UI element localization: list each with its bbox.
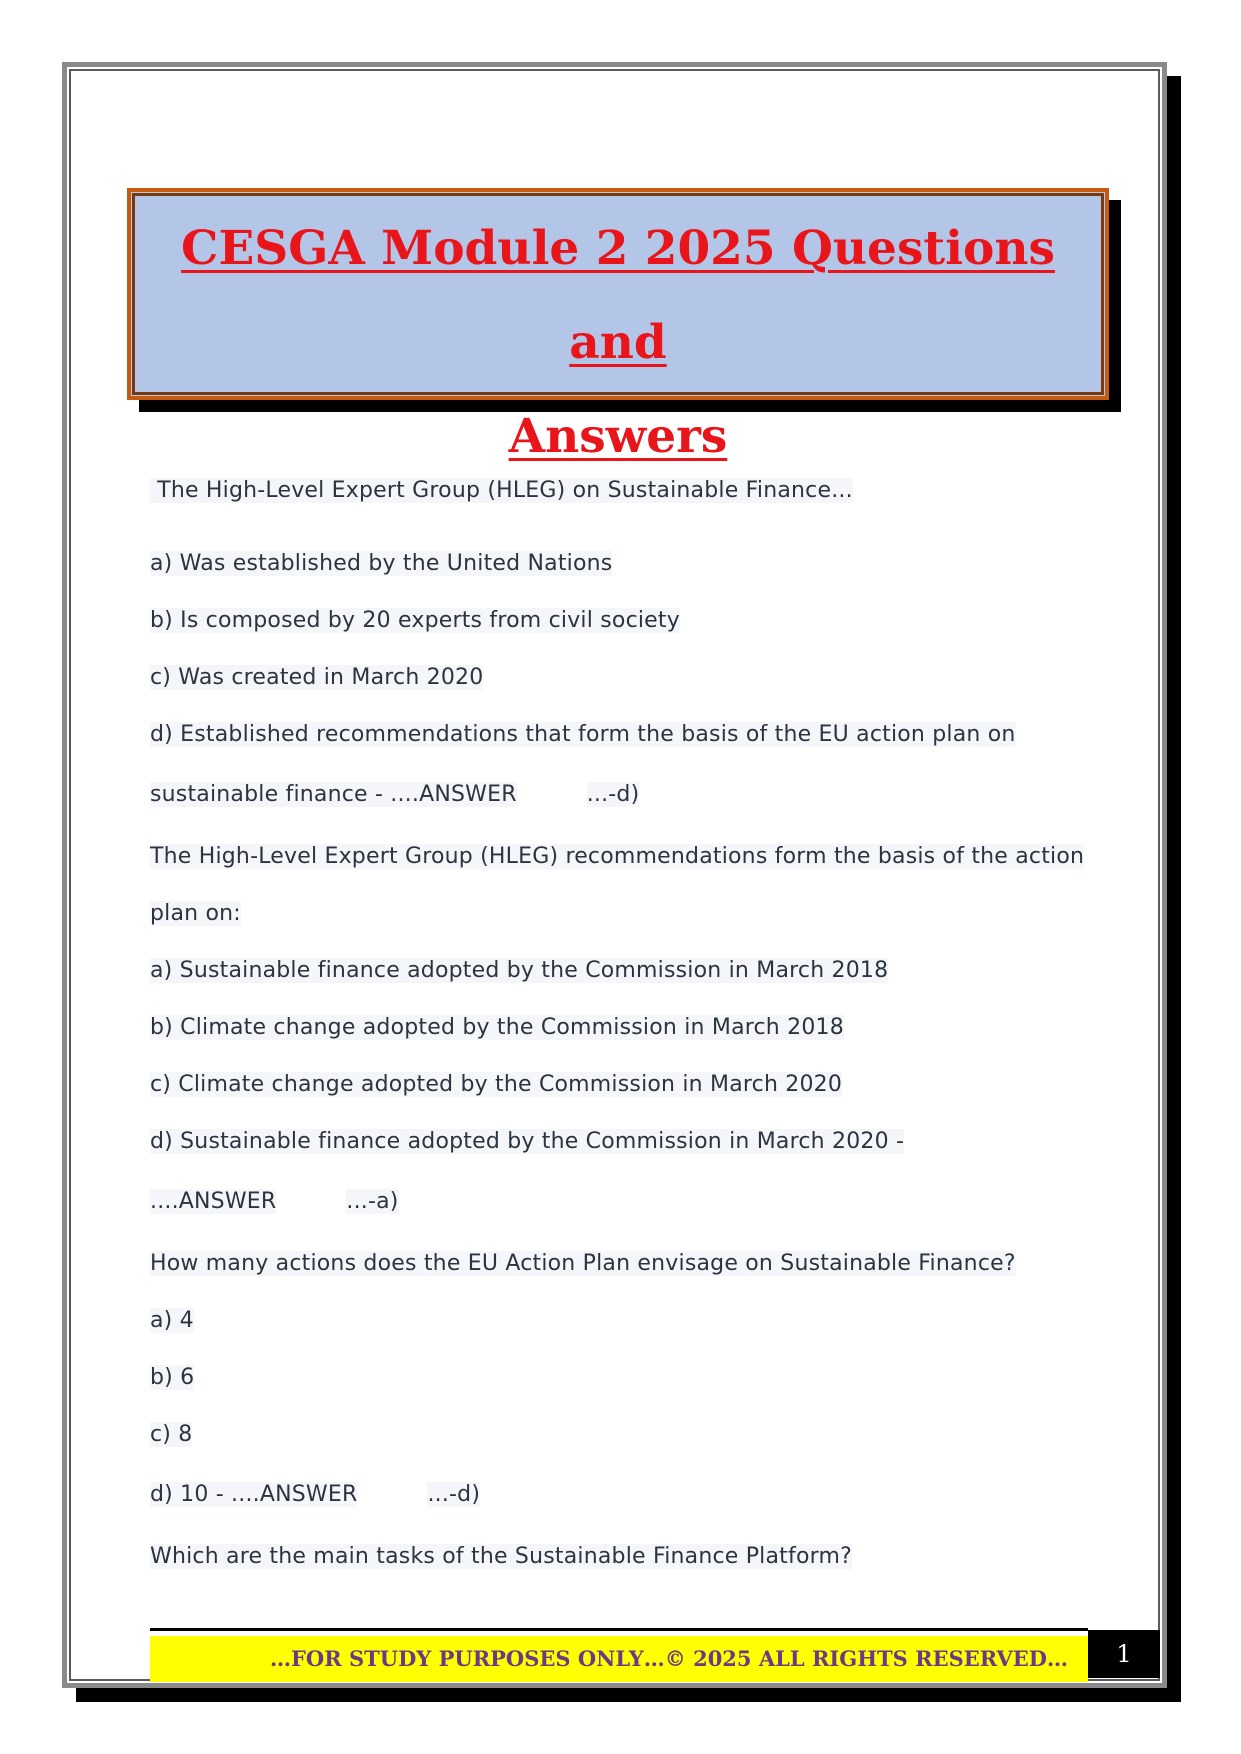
q3-option-c: c) 8 (150, 1422, 193, 1447)
q3-option-b: b) 6 (150, 1365, 195, 1390)
title-line-2: Answers (508, 409, 728, 464)
question-3: How many actions does the EU Action Plan envisage on Sustainable Finance? (150, 1251, 1016, 1276)
footer-divider (150, 1628, 1088, 1631)
q1-option-b: b) Is composed by 20 experts from civil society (150, 608, 680, 633)
q1-option-d: d) Established recommendations that form the basis of the EU action plan on (150, 722, 1016, 747)
q1-answer: sustainable finance - ....ANSWER ...-d) (150, 782, 640, 807)
question-2-cont: plan on: (150, 901, 241, 926)
question-4: Which are the main tasks of the Sustainable Finance Platform? (150, 1544, 852, 1569)
footer-band (150, 1636, 1088, 1682)
question-1: The High-Level Expert Group (HLEG) on Sustainable Finance... (150, 478, 853, 503)
q1-option-c: c) Was created in March 2020 (150, 665, 484, 690)
q1-option-a: a) Was established by the United Nations (150, 551, 613, 576)
document-title (131, 192, 1105, 484)
q2-answer: ....ANSWER ...-a) (150, 1189, 399, 1214)
q2-option-b: b) Climate change adopted by the Commission in March 2018 (150, 1015, 844, 1040)
title-box (127, 188, 1109, 464)
question-2: The High-Level Expert Group (HLEG) recommendations form the basis of the action (150, 844, 1085, 869)
q2-option-a: a) Sustainable finance adopted by the Commission in March 2018 (150, 958, 889, 983)
q3-answer: d) 10 - ....ANSWER ...-d) (150, 1482, 481, 1507)
q2-option-d: d) Sustainable finance adopted by the Commission in March 2020 - (150, 1129, 905, 1154)
q3-option-a: a) 4 (150, 1308, 194, 1333)
page-number: 1 (1088, 1630, 1160, 1678)
q2-option-c: c) Climate change adopted by the Commission in March 2020 (150, 1072, 843, 1097)
footer-notice: …FOR STUDY PURPOSES ONLY…© 2025 ALL RIGHTS RESERVED… (270, 1646, 1068, 1671)
title-line-1: CESGA Module 2 2025 Questions and (181, 221, 1055, 370)
